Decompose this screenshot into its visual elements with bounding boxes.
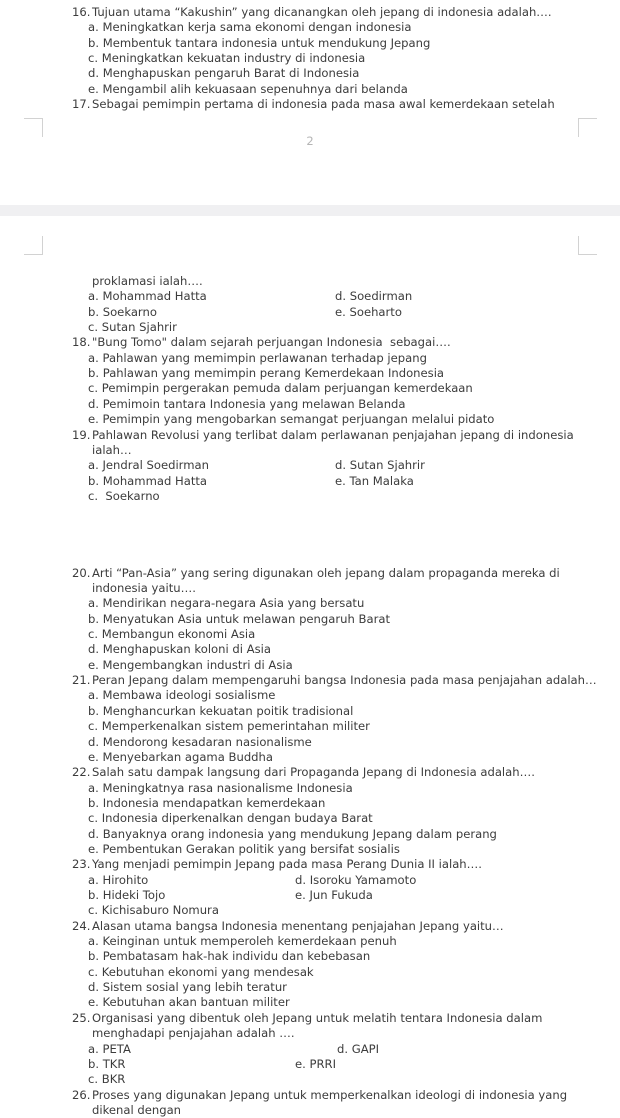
answer-option: b. Pembatasam hak-hak individu dan kebebasan <box>88 949 371 964</box>
answer-option: a. Keinginan untuk memperoleh kemerdekaan penuh <box>88 934 397 949</box>
answer-option: c. Membangun ekonomi Asia <box>88 627 256 642</box>
answer-option-row <box>0 1072 620 1087</box>
answer-option-second-column: d. Isoroku Yamamoto <box>295 872 417 887</box>
question-row <box>0 673 620 688</box>
answer-option: e. Pemimpin yang mengobarkan semangat perjuangan melalui pidato <box>88 412 495 427</box>
question-number: 18. <box>72 335 91 350</box>
answer-option: b. Hideki Tojo <box>88 888 166 902</box>
question-text-continued: dikenal dengan <box>92 1102 182 1117</box>
question-text-continued: proklamasi ialah…. <box>92 274 203 288</box>
page-break-separator <box>0 205 620 216</box>
answer-option-row <box>0 965 620 980</box>
question-text: Pahlawan Revolusi yang terlibat dalam perlawanan penjajahan jepang di indonesia <box>92 427 574 442</box>
answer-option: e. Pembentukan Gerakan politik yang bersifat sosialis <box>88 841 400 856</box>
answer-option-row <box>0 827 620 842</box>
answer-option-row <box>0 66 620 81</box>
question-number: 23. <box>72 857 91 872</box>
answer-option-row <box>0 458 620 473</box>
question-number: 22. <box>72 765 91 780</box>
answer-option: c. Indonesia diperkenalkan dengan budaya Barat <box>88 811 373 826</box>
answer-option: e. Mengambil alih kekuasaan sepenuhnya dari belanda <box>88 81 408 96</box>
answer-option: b. Membentuk tantara indonesia untuk mendukung Jepang <box>88 35 431 50</box>
answer-option: b. Menghancurkan kekuatan poitik tradisional <box>88 703 354 718</box>
answer-option: d. Banyaknya orang indonesia yang mendukung Jepang dalam perang <box>88 826 497 841</box>
answer-option: e. Menyebarkan agama Buddha <box>88 749 273 764</box>
answer-option-row <box>0 642 620 657</box>
answer-option-row <box>0 474 620 489</box>
margin-corner-mark-bottom-right <box>578 236 597 255</box>
question-continuation-row <box>0 443 620 458</box>
answer-option-row <box>0 796 620 811</box>
answer-option-row <box>0 688 620 703</box>
document-page-one <box>0 0 620 205</box>
answer-option-row <box>0 82 620 97</box>
answer-option-row <box>0 735 620 750</box>
answer-option-row <box>0 397 620 412</box>
answer-option: e. Mengembangkan industri di Asia <box>88 657 293 672</box>
answer-option: b. Soekarno <box>88 304 157 319</box>
answer-option: c. Kichisaburo Nomura <box>88 903 219 918</box>
answer-option: d. Menghapuskan pengaruh Barat di Indonesia <box>88 66 360 81</box>
question-row <box>0 566 620 581</box>
answer-option-row <box>0 489 620 504</box>
answer-option: a. Hirohito <box>88 872 149 887</box>
question-row <box>0 97 620 112</box>
answer-option: c. Memperkenalkan sistem pemerintahan militer <box>88 719 370 734</box>
question-text: Organisasi yang dibentuk oleh Jepang untuk melatih tentara Indonesia dalam <box>92 1010 543 1025</box>
answer-option: a. Meningkatnya rasa nasionalisme Indonesia <box>88 780 353 795</box>
question-text-continued: ialah… <box>92 442 132 457</box>
answer-option: d. Mendorong kesadaran nasionalisme <box>88 734 312 749</box>
question-number: 20. <box>72 565 91 580</box>
answer-option-row <box>0 366 620 381</box>
answer-option: c. BKR <box>88 1072 126 1087</box>
answer-option-row <box>0 949 620 964</box>
answer-option: a. Pahlawan yang memimpin perlawanan terhadap jepang <box>88 350 427 365</box>
answer-option: b. Menyatukan Asia untuk melawan pengaruh Barat <box>88 611 390 626</box>
question-text: Yang menjadi pemimpin Jepang pada masa Perang Dunia II ialah…. <box>92 857 482 872</box>
answer-option-row <box>0 873 620 888</box>
question-text-continued: indonesia yaitu…. <box>92 581 196 595</box>
question-continuation-row <box>0 274 620 289</box>
answer-option-second-column: d. Sutan Sjahrir <box>335 458 425 473</box>
answer-option-row <box>0 412 620 427</box>
answer-option: b. TKR <box>88 1056 126 1071</box>
question-number: 21. <box>72 673 91 688</box>
answer-option-row <box>0 1042 620 1057</box>
answer-option-row <box>0 980 620 995</box>
answer-option-row <box>0 781 620 796</box>
answer-option: a. Mendirikan negara-negara Asia yang bersatu <box>88 596 365 611</box>
question-number: 26. <box>72 1087 91 1102</box>
answer-option-row <box>0 289 620 304</box>
answer-option-row <box>0 51 620 66</box>
answer-option-row <box>0 903 620 918</box>
question-continuation-row <box>0 1026 620 1041</box>
question-number: 19. <box>72 427 91 442</box>
answer-option: d. Sistem sosial yang lebih teratur <box>88 980 287 995</box>
question-row <box>0 857 620 872</box>
answer-option: c. Pemimpin pergerakan pemuda dalam perjuangan kemerdekaan <box>88 381 473 396</box>
question-text: Alasan utama bangsa Indonesia menentang penjajahan Jepang yaitu… <box>92 918 504 933</box>
answer-option-row <box>0 888 620 903</box>
answer-option-second-column: e. Tan Malaka <box>335 473 414 488</box>
answer-option-row <box>0 36 620 51</box>
question-number: 16. <box>72 5 91 19</box>
question-row <box>0 428 620 443</box>
question-text: "Bung Tomo" dalam sejarah perjuangan Indonesia sebagai…. <box>92 335 451 350</box>
answer-option-row <box>0 811 620 826</box>
question-number: 24. <box>72 918 91 933</box>
answer-option-row <box>0 627 620 642</box>
answer-option: b. Indonesia mendapatkan kemerdekaan <box>88 795 326 810</box>
answer-option-row <box>0 305 620 320</box>
question-row <box>0 919 620 934</box>
answer-option: c. Kebutuhan ekonomi yang mendesak <box>88 964 314 979</box>
question-continuation-row <box>0 581 620 596</box>
answer-option-row <box>0 719 620 734</box>
question-text: Arti “Pan-Asia” yang sering digunakan oleh jepang dalam propaganda mereka di <box>92 565 560 580</box>
answer-option-second-column: d. GAPI <box>337 1041 380 1056</box>
answer-option-row <box>0 658 620 673</box>
answer-option-row <box>0 995 620 1010</box>
answer-option: e. Kebutuhan akan bantuan militer <box>88 995 290 1010</box>
answer-option: d. Pemimoin tantara Indonesia yang melawan Belanda <box>88 396 406 411</box>
document-page-two <box>0 216 620 1116</box>
question-text: Proses yang digunakan Jepang untuk memperkenalkan ideologi di indonesia yang <box>92 1087 568 1102</box>
answer-option: c. Soekarno <box>88 488 160 503</box>
question-row <box>0 335 620 350</box>
answer-option-row <box>0 842 620 857</box>
answer-option: b. Mohammad Hatta <box>88 473 208 488</box>
answer-option-row <box>0 1057 620 1072</box>
question-text: Sebagai pemimpin pertama di indonesia pada masa awal kemerdekaan setelah <box>92 97 555 112</box>
question-text-continued: menghadapi penjajahan adalah …. <box>92 1026 295 1041</box>
answer-option-row <box>0 381 620 396</box>
question-text: Tujuan utama “Kakushin” yang dicanangkan oleh jepang di indonesia adalah…. <box>92 5 552 19</box>
page-break-band <box>0 205 620 216</box>
answer-option: a. PETA <box>88 1041 131 1056</box>
question-text: Peran Jepang dalam mempengaruhi bangsa Indonesia pada masa penjajahan adalah… <box>92 673 597 688</box>
answer-option-second-column: e. Jun Fukuda <box>295 888 373 902</box>
margin-corner-mark-bottom-left <box>24 236 43 255</box>
answer-option: d. Menghapuskan koloni di Asia <box>88 642 271 657</box>
question-number: 25. <box>72 1010 91 1025</box>
answer-option: b. Pahlawan yang memimpin perang Kemerdekaan Indonesia <box>88 366 445 381</box>
question-number: 17. <box>72 97 91 112</box>
page-number: 2 <box>306 134 314 148</box>
question-text: Salah satu dampak langsung dari Propaganda Jepang di Indonesia adalah…. <box>92 765 535 780</box>
answer-option-row <box>0 596 620 611</box>
answer-option-row <box>0 351 620 366</box>
answer-option: a. Jendral Soedirman <box>88 458 209 473</box>
answer-option: c. Meningkatkan kekuatan industry di indonesia <box>88 51 366 66</box>
answer-option-row <box>0 750 620 765</box>
answer-option: c. Sutan Sjahrir <box>88 320 177 335</box>
answer-option-second-column: e. PRRI <box>295 1056 337 1071</box>
answer-option: a. Membawa ideologi sosialisme <box>88 688 276 703</box>
answer-option-row <box>0 934 620 949</box>
answer-option: a. Mohammad Hatta <box>88 289 207 304</box>
answer-option-row <box>0 704 620 719</box>
answer-option-row <box>0 320 620 335</box>
answer-option-second-column: e. Soeharto <box>335 304 402 319</box>
question-row <box>0 1011 620 1026</box>
question-row <box>0 5 620 20</box>
answer-option: a. Meningkatkan kerja sama ekonomi dengan indonesia <box>88 20 412 35</box>
question-row <box>0 1088 620 1103</box>
answer-option-row <box>0 612 620 627</box>
answer-option-row <box>0 20 620 35</box>
question-row <box>0 765 620 780</box>
answer-option-second-column: d. Soedirman <box>335 289 413 304</box>
